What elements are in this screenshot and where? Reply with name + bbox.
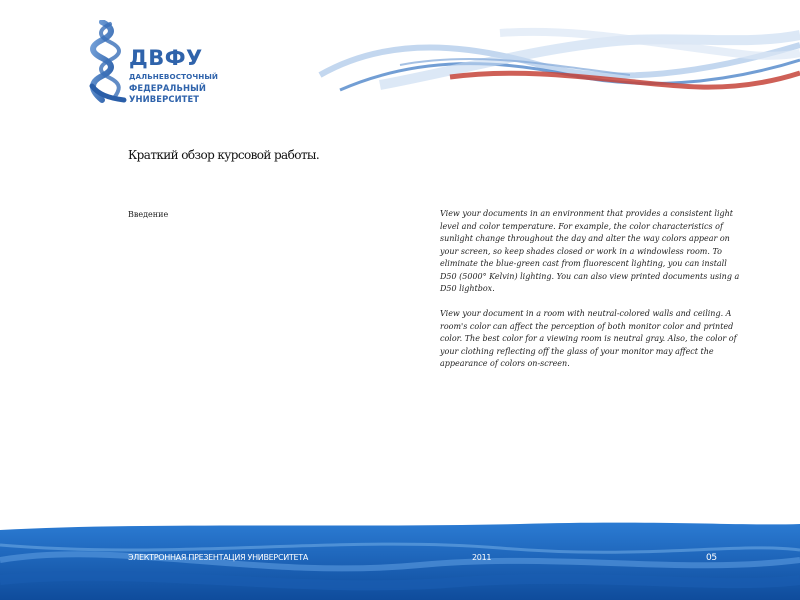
body-text [440, 208, 740, 383]
footer-year: 2011 [472, 553, 492, 562]
page-number: 05 [706, 553, 717, 563]
logo-title: ДВФУ [129, 46, 203, 70]
paragraph: View your documents in an environment that provides a consistent light level and color temperature. For example, the color characteristics of sunlight change throughout the day and alter the way colors appear on your screen, so keep shades closed or work in a windowless room. To eliminate the blue-green cast from fluorescent lighting, you can install D50 (5000° Kelvin) lighting. You can also view printed documents using a D50 lightbox. [440, 209, 740, 293]
slide-title: Краткий обзор курсовой работы. [128, 148, 320, 162]
logo-line-1: ДАЛЬНЕВОСТОЧНЫЙ [129, 72, 218, 81]
university-logo [84, 20, 218, 104]
footer-band [0, 520, 800, 600]
dna-helix-icon [84, 20, 130, 104]
decorative-waves-top [300, 15, 800, 105]
paragraph: View your document in a room with neutral-colored walls and ceiling. A room's color can affect the perception of both monitor color and printed color. The best color for a viewing room is neutral gray. Also, the color of your clothing reflecting off the glass of your monitor may affect the appearance of colors on-screen. [440, 309, 737, 368]
footer-caption: ЭЛЕКТРОННАЯ ПРЕЗЕНТАЦИЯ УНИВЕРСИТЕТА [128, 553, 309, 562]
section-label: Введение [128, 210, 169, 219]
logo-line-3: УНИВЕРСИТЕТ [129, 94, 200, 104]
decorative-waves-footer [0, 520, 800, 600]
logo-line-2: ФЕДЕРАЛЬНЫЙ [129, 83, 206, 93]
